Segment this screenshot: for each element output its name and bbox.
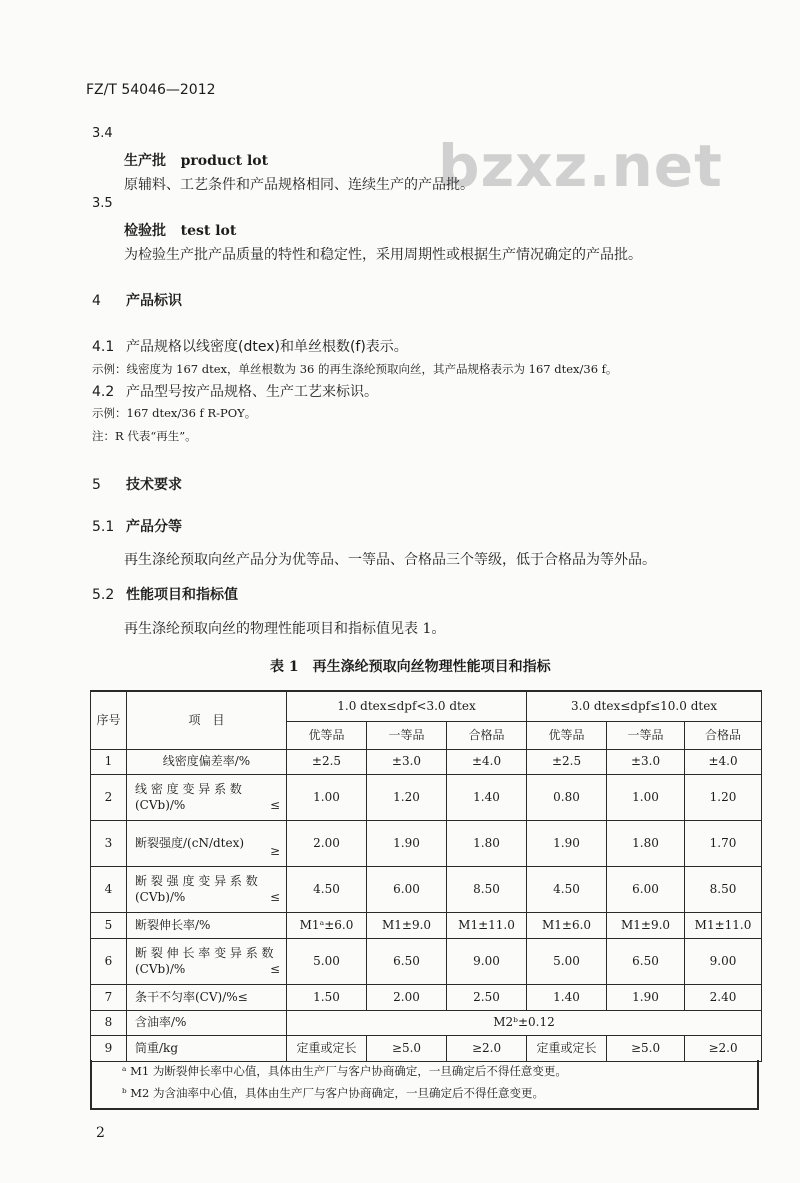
value-cell: 1.40 bbox=[447, 774, 527, 820]
clause-3-4-term bbox=[124, 150, 268, 170]
standard-code: FZ/T 54046—2012 bbox=[86, 82, 216, 98]
row-item bbox=[127, 938, 287, 984]
table-1 bbox=[90, 690, 762, 1062]
table-note: ᵃ M1 为断裂伸长率中心值，具体由生产厂与客户协商确定，一旦确定后不得任意变更。 bbox=[122, 1064, 567, 1078]
section-number: 4 bbox=[92, 293, 101, 309]
table-row bbox=[91, 749, 762, 774]
table-row bbox=[91, 912, 762, 938]
value-cell: M1±9.0 bbox=[367, 912, 447, 938]
value-cell: 1.00 bbox=[287, 774, 367, 820]
value-cell: ±2.5 bbox=[527, 749, 607, 774]
grade-header: 一等品 bbox=[367, 721, 447, 749]
clause-number: 4.2 bbox=[92, 384, 115, 400]
clause-text: 产品型号按产品规格、生产工艺来标识。 bbox=[126, 384, 378, 400]
header-group-2: 3.0 dtex≤dpf≤10.0 dtex bbox=[527, 691, 762, 721]
comparison-symbol: ≤ bbox=[269, 890, 280, 905]
value-cell: ≥5.0 bbox=[607, 1035, 685, 1061]
table-1-notes bbox=[90, 1060, 759, 1110]
value-cell: 1.00 bbox=[607, 774, 685, 820]
item-line-1: 断裂强度/(cN/dtex) bbox=[135, 835, 245, 850]
value-cell: 1.70 bbox=[685, 820, 762, 866]
value-cell: 6.50 bbox=[367, 938, 447, 984]
term-zh: 检验批 bbox=[124, 223, 166, 239]
value-cell: 2.00 bbox=[367, 984, 447, 1010]
term-en: product lot bbox=[180, 153, 269, 169]
comparison-symbol: ≤ bbox=[269, 798, 280, 813]
value-cell: 1.40 bbox=[527, 984, 607, 1010]
value-cell: 1.80 bbox=[447, 820, 527, 866]
value-cell: 8.50 bbox=[685, 866, 762, 912]
row-item: 线密度偏差率/% bbox=[127, 749, 287, 774]
row-item bbox=[127, 866, 287, 912]
value-cell: 6.50 bbox=[607, 938, 685, 984]
value-cell: M1±9.0 bbox=[607, 912, 685, 938]
clause-4-2-example: 示例：167 dtex/36 f R-POY。 bbox=[92, 406, 257, 420]
value-cell: 6.00 bbox=[367, 866, 447, 912]
grade-header: 合格品 bbox=[447, 721, 527, 749]
table-row bbox=[91, 1010, 762, 1035]
value-cell: 1.90 bbox=[527, 820, 607, 866]
value-cell: ±3.0 bbox=[367, 749, 447, 774]
item-line-2: (CVb)/% bbox=[135, 962, 186, 976]
table-row bbox=[91, 774, 762, 820]
table-row bbox=[91, 1035, 762, 1061]
grade-header: 一等品 bbox=[607, 721, 685, 749]
item-line-2: (CVb)/% bbox=[135, 798, 186, 812]
clause-5-2-heading bbox=[92, 584, 238, 604]
clause-4-1 bbox=[92, 336, 408, 356]
clause-3-5-definition: 为检验生产批产品质量的特性和稳定性，采用周期性或根据生产情况确定的产品批。 bbox=[124, 247, 642, 263]
value-cell: 2.50 bbox=[447, 984, 527, 1010]
value-cell: 0.80 bbox=[527, 774, 607, 820]
section-title: 产品标识 bbox=[126, 293, 182, 309]
value-cell: 定重或定长 bbox=[287, 1035, 367, 1061]
item-line-1: 断 裂 伸 长 率 变 异 系 数 bbox=[135, 945, 274, 960]
row-item: 筒重/kg bbox=[127, 1035, 287, 1061]
comparison-symbol: ≤ bbox=[269, 962, 280, 977]
value-cell: 8.50 bbox=[447, 866, 527, 912]
value-cell: 4.50 bbox=[527, 866, 607, 912]
merged-value-cell: M2ᵇ±0.12 bbox=[287, 1010, 762, 1035]
clause-5-2-text: 再生涤纶预取向丝的物理性能项目和指标值见表 1。 bbox=[124, 621, 446, 637]
value-cell: 1.90 bbox=[607, 984, 685, 1010]
grade-header: 优等品 bbox=[527, 721, 607, 749]
row-number: 1 bbox=[91, 749, 127, 774]
value-cell: 定重或定长 bbox=[527, 1035, 607, 1061]
value-cell: 5.00 bbox=[287, 938, 367, 984]
clause-3-5-term bbox=[124, 220, 236, 240]
value-cell: 1.20 bbox=[367, 774, 447, 820]
grade-header: 优等品 bbox=[287, 721, 367, 749]
clause-5-1-heading bbox=[92, 516, 182, 536]
value-cell: 4.50 bbox=[287, 866, 367, 912]
value-cell: ±4.0 bbox=[685, 749, 762, 774]
item-line-1: 断 裂 强 度 变 异 系 数 bbox=[135, 873, 258, 888]
row-item bbox=[127, 820, 287, 866]
clause-4-2 bbox=[92, 381, 378, 401]
clause-4-2-note: 注：R 代表“再生”。 bbox=[92, 429, 197, 443]
value-cell: 1.80 bbox=[607, 820, 685, 866]
term-zh: 生产批 bbox=[124, 153, 166, 169]
row-number: 6 bbox=[91, 938, 127, 984]
row-number: 5 bbox=[91, 912, 127, 938]
value-cell: M1±11.0 bbox=[447, 912, 527, 938]
value-cell: 2.00 bbox=[287, 820, 367, 866]
page-number: 2 bbox=[96, 1125, 105, 1141]
clause-3-4-definition: 原辅料、工艺条件和产品规格相同、连续生产的产品批。 bbox=[124, 177, 474, 193]
row-number: 2 bbox=[91, 774, 127, 820]
table-row bbox=[91, 866, 762, 912]
header-group-1: 1.0 dtex≤dpf<3.0 dtex bbox=[287, 691, 527, 721]
value-cell: ±4.0 bbox=[447, 749, 527, 774]
row-number: 8 bbox=[91, 1010, 127, 1035]
clause-4-1-example: 示例：线密度为 167 dtex，单丝根数为 36 的再生涤纶预取向丝，其产品规格表示为 167 dtex/36 f。 bbox=[92, 362, 618, 376]
clause-5-1-text: 再生涤纶预取向丝产品分为优等品、一等品、合格品三个等级，低于合格品为等外品。 bbox=[124, 552, 656, 568]
row-number: 7 bbox=[91, 984, 127, 1010]
table-row bbox=[91, 938, 762, 984]
clause-number: 4.1 bbox=[92, 339, 115, 355]
item-line-1: 线 密 度 变 异 系 数 bbox=[135, 781, 242, 796]
watermark: bzxz.net bbox=[438, 132, 723, 200]
section-number: 5 bbox=[92, 477, 101, 493]
value-cell: ≥2.0 bbox=[685, 1035, 762, 1061]
value-cell: 6.00 bbox=[607, 866, 685, 912]
comparison-symbol: ≥ bbox=[269, 844, 280, 859]
section-5-heading bbox=[92, 474, 182, 494]
row-item bbox=[127, 774, 287, 820]
clause-title: 产品分等 bbox=[126, 519, 182, 535]
value-cell: ±2.5 bbox=[287, 749, 367, 774]
table-note: ᵇ M2 为含油率中心值，具体由生产厂与客户协商确定，一旦确定后不得任意变更。 bbox=[122, 1086, 544, 1100]
table-1-caption: 表 1 再生涤纶预取向丝物理性能项目和指标 bbox=[270, 659, 551, 675]
value-cell: 2.40 bbox=[685, 984, 762, 1010]
section-4-heading bbox=[92, 290, 182, 310]
row-number: 4 bbox=[91, 866, 127, 912]
value-cell: ≥2.0 bbox=[447, 1035, 527, 1061]
table-row bbox=[91, 984, 762, 1010]
value-cell: 1.50 bbox=[287, 984, 367, 1010]
row-number: 3 bbox=[91, 820, 127, 866]
value-cell: M1±11.0 bbox=[685, 912, 762, 938]
clause-3-4-number: 3.4 bbox=[92, 126, 113, 141]
value-cell: M1±6.0 bbox=[527, 912, 607, 938]
value-cell: 9.00 bbox=[447, 938, 527, 984]
row-item: 断裂伸长率/% bbox=[127, 912, 287, 938]
clause-3-5-number: 3.5 bbox=[92, 196, 113, 211]
clause-number: 5.1 bbox=[92, 519, 115, 535]
header-item: 项 目 bbox=[127, 691, 287, 749]
value-cell: 1.20 bbox=[685, 774, 762, 820]
value-cell: M1ᵃ±6.0 bbox=[287, 912, 367, 938]
value-cell: 1.90 bbox=[367, 820, 447, 866]
header-no: 序号 bbox=[91, 691, 127, 749]
row-item: 含油率/% bbox=[127, 1010, 287, 1035]
term-en: test lot bbox=[180, 223, 237, 239]
value-cell: ±3.0 bbox=[607, 749, 685, 774]
clause-text: 产品规格以线密度(dtex)和单丝根数(f)表示。 bbox=[126, 339, 408, 355]
clause-title: 性能项目和指标值 bbox=[126, 587, 238, 603]
row-number: 9 bbox=[91, 1035, 127, 1061]
row-item: 条干不匀率(CV)/%≤ bbox=[127, 984, 287, 1010]
value-cell: 9.00 bbox=[685, 938, 762, 984]
value-cell: ≥5.0 bbox=[367, 1035, 447, 1061]
section-title: 技术要求 bbox=[126, 477, 182, 493]
value-cell: 5.00 bbox=[527, 938, 607, 984]
item-line-2: (CVb)/% bbox=[135, 890, 186, 904]
table-row bbox=[91, 820, 762, 866]
clause-number: 5.2 bbox=[92, 587, 115, 603]
grade-header: 合格品 bbox=[685, 721, 762, 749]
